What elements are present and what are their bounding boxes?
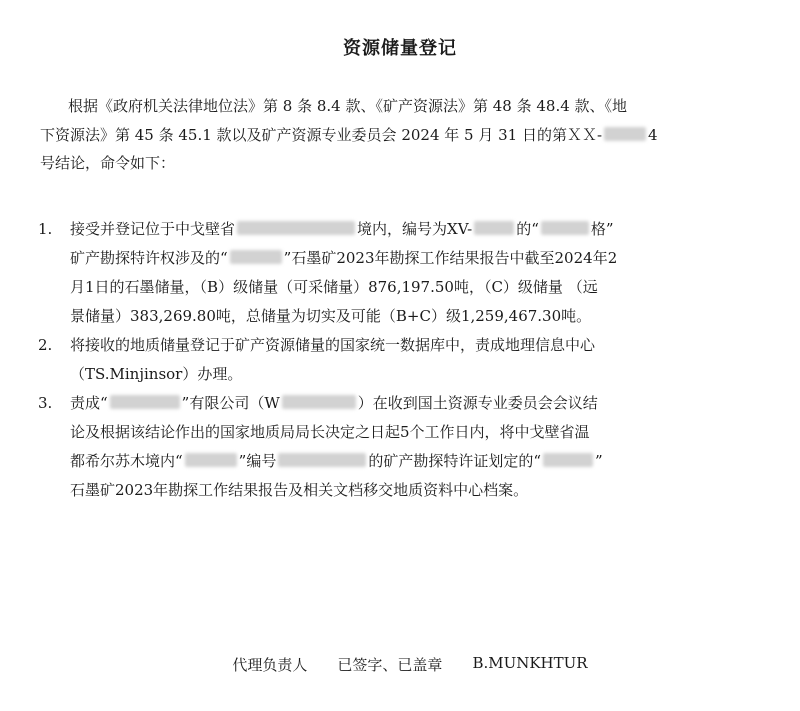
signature-block	[0, 654, 800, 675]
intro-line-2-end: 4	[648, 125, 658, 144]
intro-line-3: 号结论，命令如下：	[40, 154, 176, 172]
redacted-block	[541, 221, 589, 235]
signatory-name: B.MUNKHTUR	[472, 654, 588, 672]
item-text: W	[264, 394, 280, 412]
item-3-line-2: 论及根据该结论作出的国家地质局局长决定之日起5个工作日内，将中戈壁省温	[70, 423, 590, 441]
item-3-line-1	[70, 389, 758, 418]
item-3-line-4: 石墨矿2023年勘探工作结果报告及相关文档移交地质资料中心档案。	[70, 481, 529, 499]
item-text: ）在收到国土资源专业委员会会议结	[357, 394, 598, 412]
item-text: 的“	[516, 220, 539, 238]
redacted-block	[110, 395, 180, 409]
item-number: 3.	[38, 394, 53, 412]
item-number: 2.	[38, 336, 53, 354]
list-item	[38, 389, 758, 505]
item-text: ”	[595, 452, 603, 470]
intro-line-2-text: 下资源法》第 45 条 45.1 款以及矿产资源专业委员会 2024 年 5 月 31 日的第ＸＸ-	[40, 125, 603, 144]
intro-line-1: 根据《政府机关法律地位法》第 8 条 8.4 款、《矿产资源法》第 48 条 48.4 款、《地	[68, 97, 628, 115]
item-1-line-4: 景储量）383,269.80吨，总储量为切实及可能（B+C）级1,259,467.30吨。	[70, 307, 592, 325]
item-text: 的矿产勘探特许证划定的“	[368, 452, 542, 470]
order-list	[38, 215, 758, 505]
item-text: ”石墨矿2023年勘探工作结果报告中截至2024年2	[283, 249, 618, 267]
intro-line-2	[40, 121, 748, 150]
redacted-block	[185, 453, 237, 467]
document-title: 资源储量登记	[343, 38, 457, 59]
item-text: 格”	[590, 220, 614, 238]
item-2-line-2: （TS.Minjinsor）办理。	[70, 365, 243, 383]
item-text: 接受并登记位于中戈壁省	[70, 220, 236, 238]
redacted-block	[474, 221, 514, 235]
item-2-line-1: 将接收的地质储量登记于矿产资源储量的国家统一数据库中，责成地理信息中心	[70, 336, 596, 354]
item-1-line-2	[70, 244, 758, 273]
item-text: 境内，编号为XV-	[357, 220, 473, 238]
item-1-line-1	[70, 215, 758, 244]
redacted-block	[278, 453, 366, 467]
list-item	[38, 331, 758, 389]
redacted-block	[543, 453, 593, 467]
redacted-block	[604, 127, 646, 141]
item-text: 都希尔苏木境内“	[70, 452, 183, 470]
redacted-block	[282, 395, 356, 409]
item-number: 1.	[38, 220, 53, 238]
redacted-block	[230, 250, 282, 264]
item-3-line-3	[70, 447, 758, 476]
intro-paragraph	[40, 92, 748, 178]
item-text: 责成“	[70, 394, 108, 412]
redacted-block	[237, 221, 355, 235]
signatory-role: 代理负责人	[232, 656, 308, 674]
item-1-line-3: 月1日的石墨储量，（B）级储量（可采储量）876,197.50吨，（C）级储量 （远	[70, 278, 598, 296]
item-text: ”编号	[238, 452, 277, 470]
item-text: 矿产勘探特许权涉及的“	[70, 249, 228, 267]
item-text: ”有限公司（	[181, 394, 265, 412]
list-item	[38, 215, 758, 331]
signature-status: 已签字、已盖章	[337, 656, 443, 674]
